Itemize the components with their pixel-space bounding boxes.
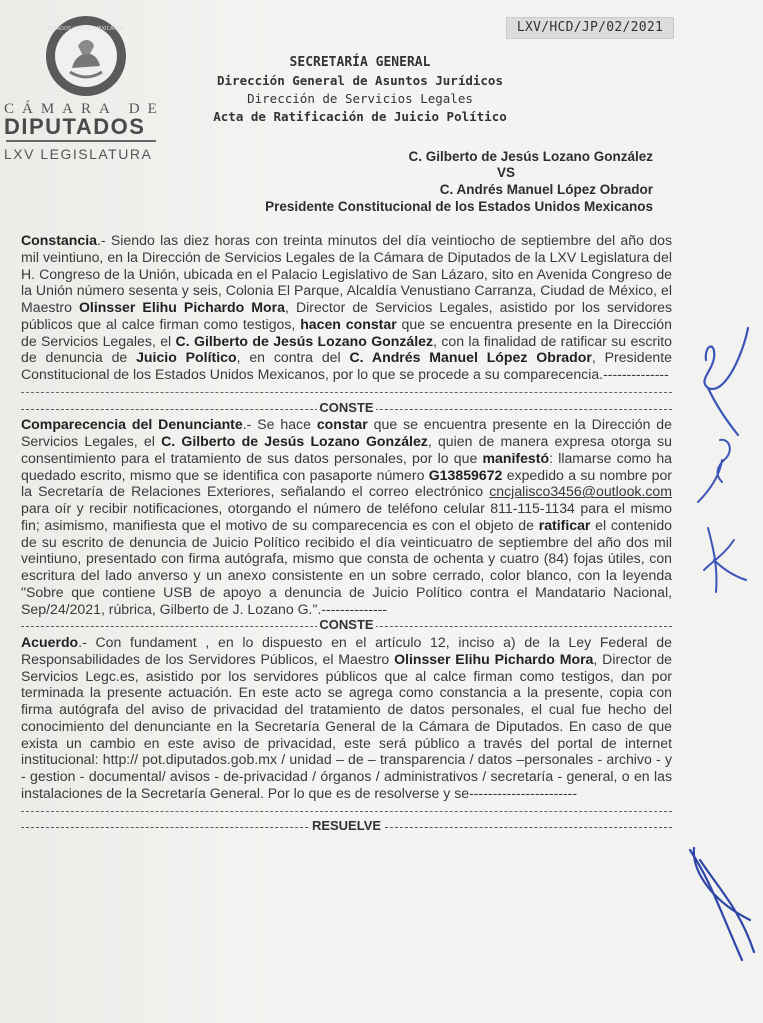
header-line-4: Acta de Ratificación de Juicio Político <box>213 109 507 124</box>
resuelve-separator: RESUELVE <box>21 818 672 835</box>
chamber-name: DIPUTADOS <box>4 114 146 139</box>
dashed-rule <box>21 383 672 400</box>
email-address: cncjalisco3456@outlook.com <box>489 483 672 500</box>
margin-signature-1-icon <box>686 310 756 450</box>
chamber-name-top: CÁMARA DE <box>4 101 165 117</box>
comparecencia-paragraph: Comparecencia del Denunciante.- Se hace constar que se encuentra presente en la Dirección de Servicios Legales, el C. Gilberto de Jesús Lozano González, quien de manera expresa otorga su consentimiento para el tratamiento de sus datos personales, por lo que manifestó: llamarse como ha quedado escrito, mismo que se identifica con pasaporte número G13859672 expedido a su nombre por la Secretaría de Relaciones Exteriores, señalando el correo electrónico cncjalisco3456@outlook.com para oír y recibir notificaciones, otorgando el número de teléfono celular 811-115-1134 para el mismo fin; asimismo, manifiesta que el motivo de su comparecencia es con el objeto de ratificar el contenido de su escrito de denuncia de Juicio Político recibido el día veinticuatro de septiembre del año dos mil veintiuno, presentado con firma autógrafa, mismo que consta de ochenta y cuatro (84) fojas útiles, con escritura del lado anverso y un anexo consistente en un sobre cerrado, color blanco, con la leyenda "Sobre que contiene USB de apoyo a denuncia de Juicio Político contra el Mandatario Nacional, Sep/24/2021, rúbrica, Gilberto de J. Lozano G.".-------------- <box>21 416 672 617</box>
seal-text: ESTADOS UNIDOS MEXICANOS <box>47 26 125 32</box>
legislature-label: LXV LEGISLATURA <box>4 146 153 162</box>
document-body <box>21 232 672 835</box>
comparecencia-label: Comparecencia del Denunciante <box>21 416 243 433</box>
acuerdo-label: Acuerdo <box>21 634 79 650</box>
respondent-name: C. Andrés Manuel López Obrador <box>439 182 653 197</box>
document-reference: LXV/HCD/JP/02/2021 <box>506 17 674 39</box>
margin-signature-4-icon <box>680 820 760 970</box>
header-line-2: Dirección General de Asuntos Jurídicos <box>217 73 503 88</box>
constancia-paragraph: Constancia.- Siendo las diez horas con treinta minutos del día veintiocho de septiembre del año dos mil veintiuno, en la Dirección de Servicios Legales de la Cámara de Diputados de la LXV Legislatura del H. Congreso de la Unión, ubicada en el Palacio Legislativo de San Lázaro, sito en Avenida Congreso de la Unión número sesenta y seis, Colonia El Parque, Alcaldía Venustiano Carranza, Ciudad de México, el Maestro Olinsser Elihu Pichardo Mora, Director de Servicios Legales, asistido por los servidores públicos que al calce firman como testigos, hacen constar que se encuentra presente en la Dirección de Servicios Legales, el C. Gilberto de Jesús Lozano González, con la finalidad de ratificar su escrito de denuncia de Juicio Político, en contra del C. Andrés Manuel López Obrador, Presidente Constitucional de los Estados Unidos Mexicanos, por lo que se procede a su comparecencia.-------------- <box>21 232 672 382</box>
logo-divider <box>6 140 156 142</box>
respondent-title: Presidente Constitucional de los Estados Unidos Mexicanos <box>265 199 653 214</box>
header-line-3: Dirección de Servicios Legales <box>247 91 473 106</box>
dashed-rule <box>21 802 672 819</box>
header-line-1: SECRETARÍA GENERAL <box>289 55 431 70</box>
versus-label: VS <box>496 165 515 180</box>
margin-signature-2-icon <box>690 430 750 510</box>
conste-separator-2: CONSTE <box>21 617 672 634</box>
conste-separator-1: CONSTE <box>21 400 672 417</box>
margin-signature-3-icon <box>694 520 754 600</box>
complainant-name: C. Gilberto de Jesús Lozano González <box>408 149 653 164</box>
acuerdo-paragraph: Acuerdo.- Con fundament , en lo dispuesto en el artículo 12, inciso a) de la Ley Federal de Responsabilidades de los Servidores Públicos, el Maestro Olinsser Elihu Pichardo Mora, Director de Servicios Legc.es, asistido por los servidores públicos que al calce firman como testigos, dan por terminada la presente actuación. En este acto se agrega como constancia a la presente, copia con firma autógrafa del aviso de privacidad del tratamiento de datos personales, el cual fue hecho del conocimiento del denunciante en la Secretaría General de la Cámara de Diputados. En caso de que exista un cambio en este aviso de privacidad, este será público a través del portal de internet institucional: http:// pot.diputados.gob.mx / unidad – de – transparencia / datos –personales - archivo - y - gestion - documental/ avisos - de-privacidad / órganos / administrativos / secretaría - general, o en las instalaciones de la Secretaría General. Por lo que es de resolverse y se----------------------- <box>21 634 673 801</box>
camara-seal-icon <box>36 10 136 110</box>
constancia-label: Constancia <box>21 232 97 248</box>
